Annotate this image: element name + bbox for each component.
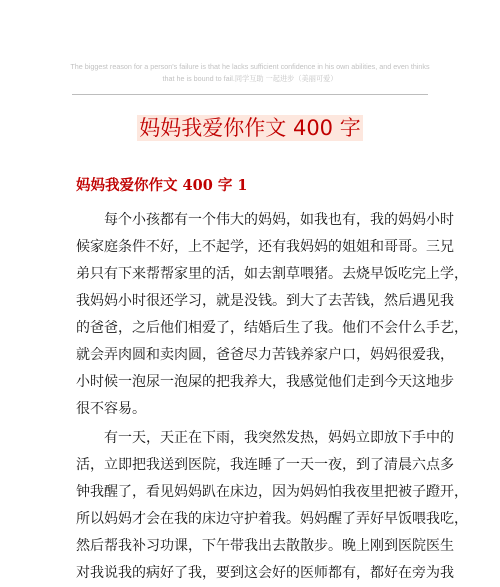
header-motto [70,61,430,85]
paragraph-line: 有一天，天正在下雨，我突然发热，妈妈立即放下手中的 [104,430,454,446]
paragraph-line: 小时候一泡尿一泡屎的把我养大，我感觉他们走到今天这地步 [76,374,454,390]
paragraph-line: 我妈妈小时很还学习，就是没钱。到大了去苦钱，然后遇见我 [76,293,454,309]
document-title [0,114,500,142]
document-title-text: 妈妈我爱你作文 400 字 [139,116,361,140]
paragraph [76,425,468,587]
paragraph-line: 候家庭条件不好，上不起学，还有我妈妈的姐姐和哥哥。三兄 [76,239,454,255]
paragraph-line: 钟我醒了，看见妈妈趴在床边，因为妈妈怕我夜里把被子蹬开， [76,484,468,500]
header-motto-line: The biggest reason for a person's failure is that he lacks sufficient confidence in his own abilities, and even thinks [70,62,430,71]
paragraph-line: 就会弄肉圆和卖肉圆，爸爸尽力苦钱养家户口，妈妈很爱我， [76,347,454,363]
section-heading: 妈妈我爱你作文 400 字 1 [76,177,248,194]
paragraph [76,207,468,423]
paragraph-line: 活，立即把我送到医院，我连睡了一天一夜，到了清晨六点多 [76,457,454,473]
paragraph-line: 所以妈妈才会在我的床边守护着我。妈妈醒了弄好早饭喂我吃， [76,511,468,527]
header-motto-line: that he is bound to fail.同学互助 一起进步（美丽可爱） [162,74,338,83]
paragraph-line: 每个小孩都有一个伟大的妈妈，如我也有，我的妈妈小时 [104,212,454,228]
paragraph-line: 的爸爸，之后他们相爱了，结婚后生了我。他们不会什么手艺， [76,320,468,336]
paragraph-line: 弟只有下来帮帮家里的活，如去割草喂猪。去烧早饭吃完上学， [76,266,468,282]
paragraph-line: 对我说我的病好了我，要到这会好的医师都有，都好在旁为我 [76,565,454,581]
paragraph-line: 很不容易。 [76,401,146,417]
paragraph-line: 然后帮我补习功课，下午带我出去散散步。晚上刚到医院医生 [76,538,454,554]
header-divider [72,94,428,95]
